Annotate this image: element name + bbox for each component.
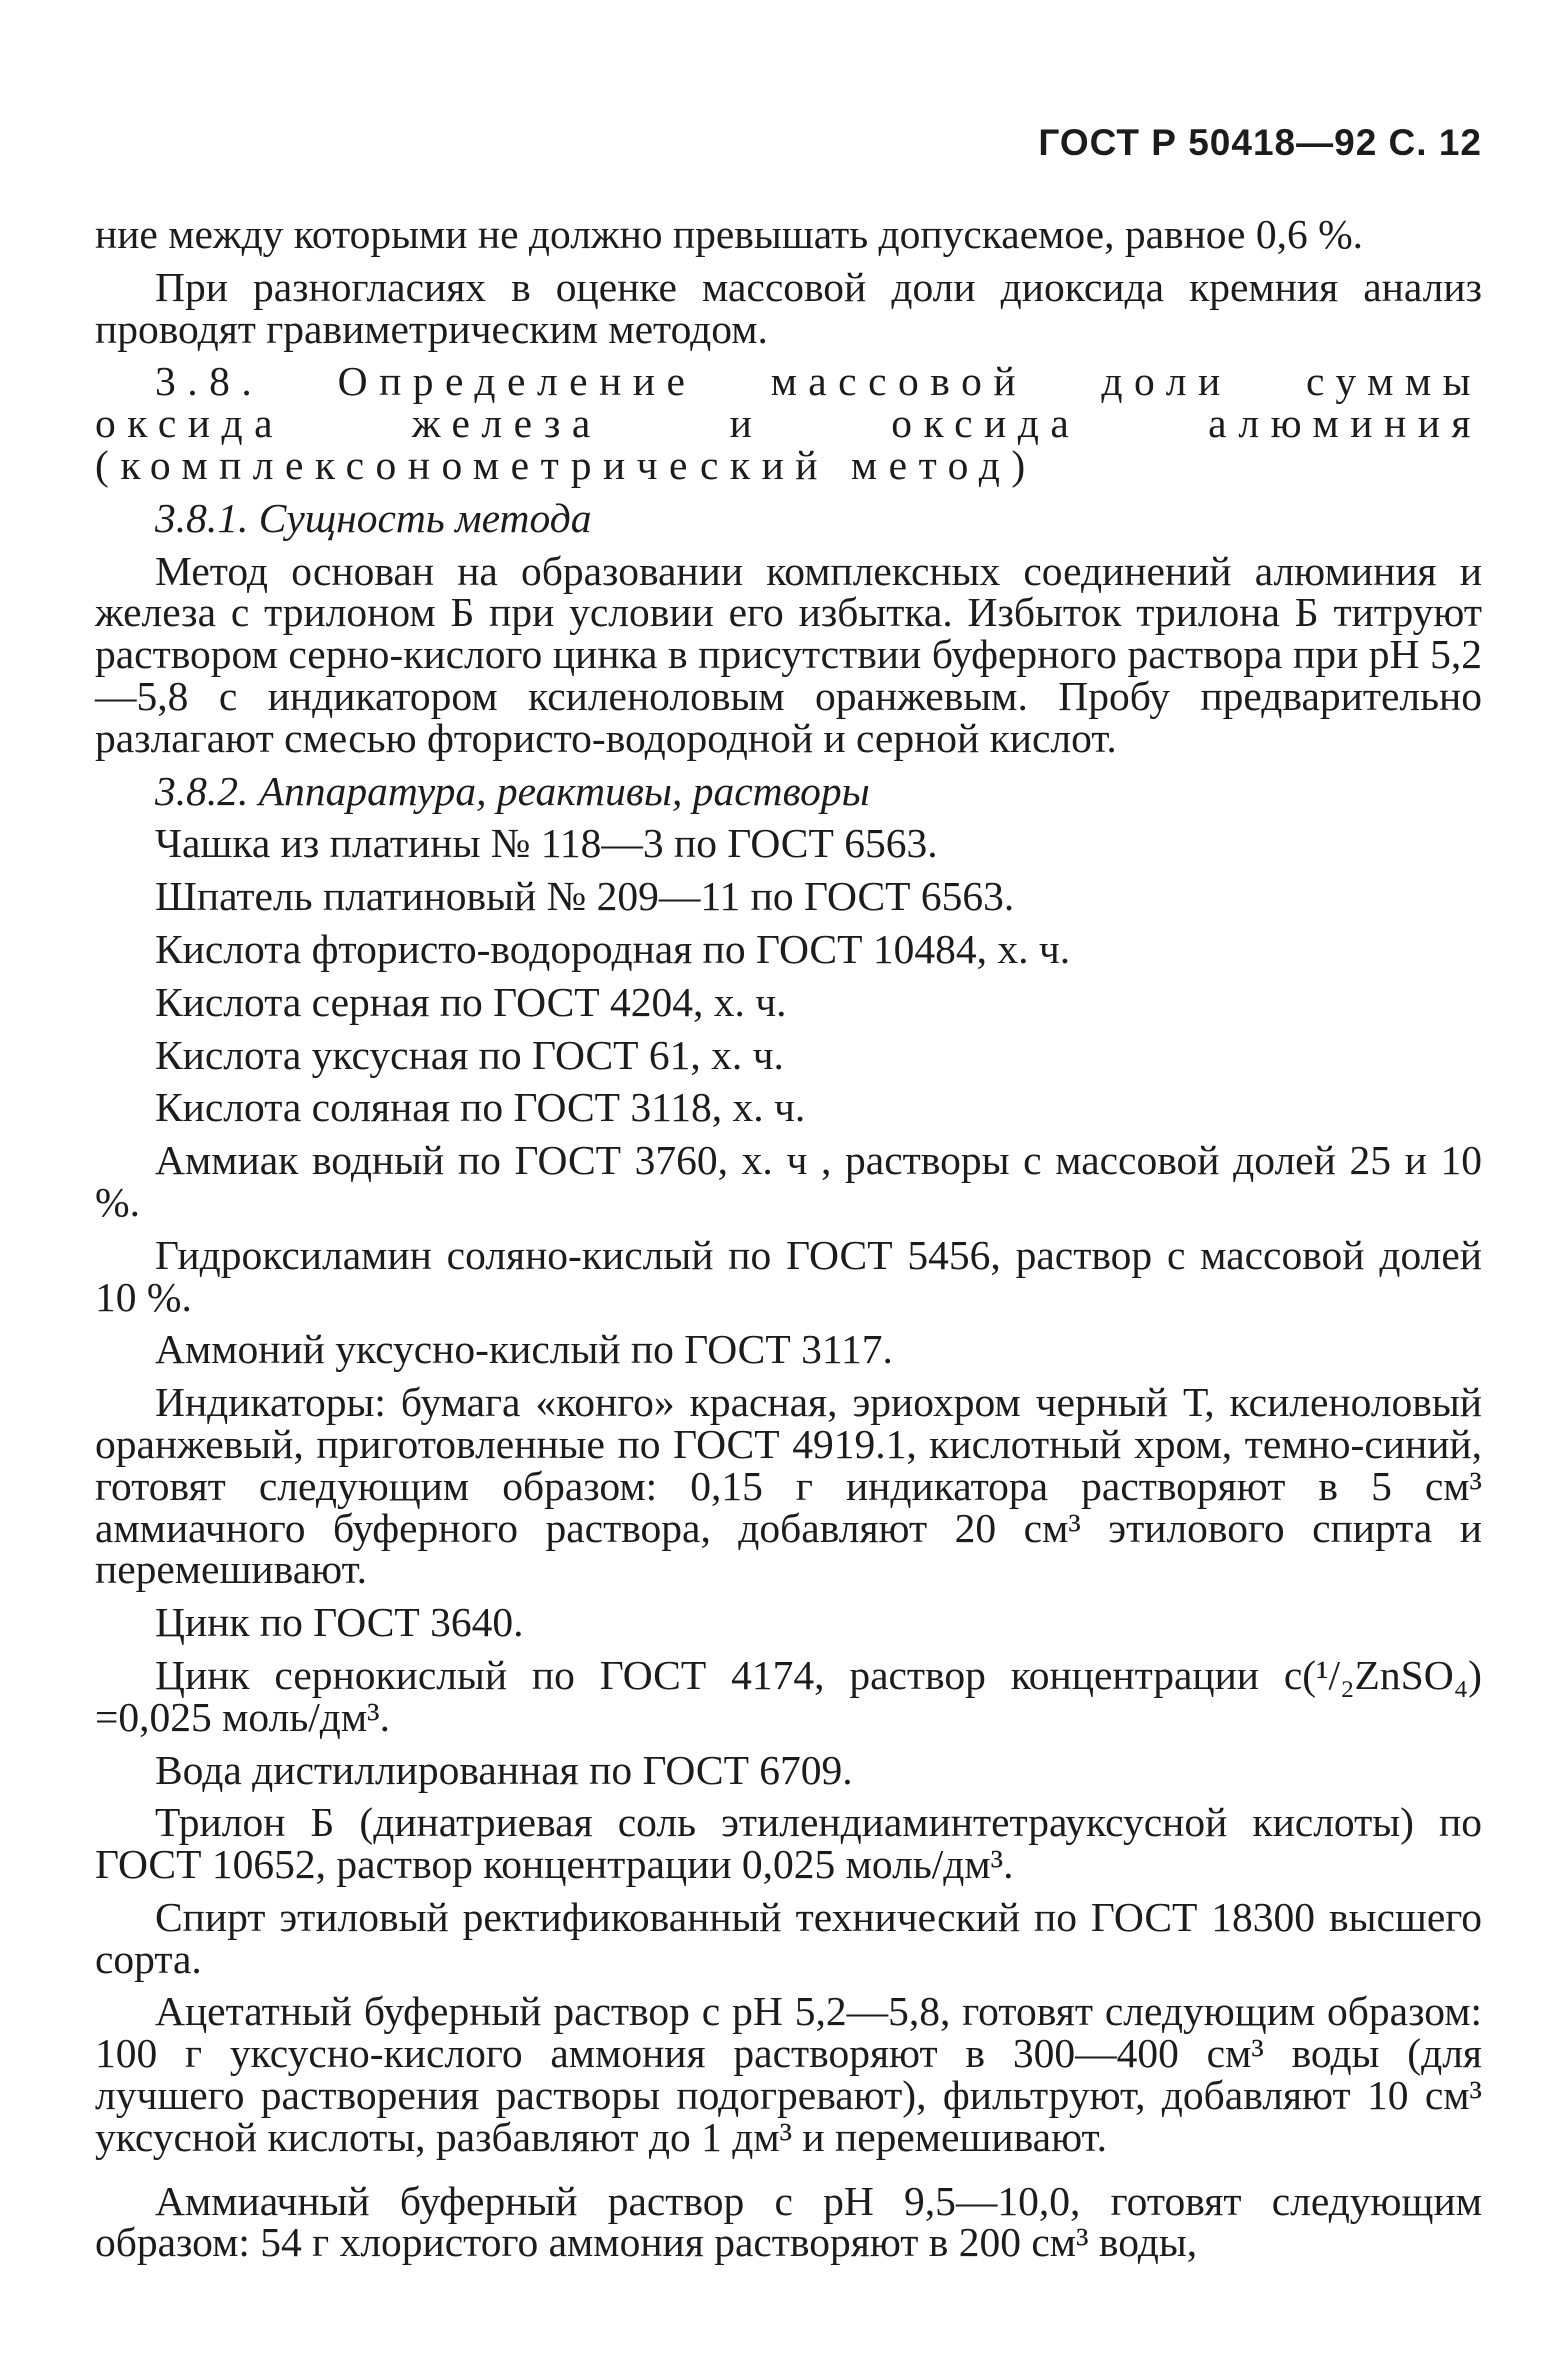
list-item: Шпатель платиновый № 209—11 по ГОСТ 6563. xyxy=(155,873,1015,920)
list-item: Индикаторы: бумага «конго» красная, эриохром черный Т, ксиленоловый оранжевый, приготовленные по ГОСТ 4919.1, кислотный хром, темно-синий, готовят следующим образом: 0,15 г индикатора растворяют в 5 см³ аммиачного буферного раствора, добавляют 20 см³ этилового спирта и перемешивают. xyxy=(95,1379,1482,1593)
list-item: Цинк по ГОСТ 3640. xyxy=(155,1599,524,1646)
list-item: Кислота уксусная по ГОСТ 61, х. ч. xyxy=(155,1031,784,1078)
page-header: ГОСТ Р 50418—92 С. 12 xyxy=(1038,122,1482,163)
subsection-heading-3-8-2: 3.8.2. Аппаратура, реактивы, растворы xyxy=(155,767,870,814)
document-body xyxy=(95,211,1482,2266)
list-item: Аммоний уксусно-кислый по ГОСТ 3117. xyxy=(155,1326,893,1373)
list-item: Цинк сернокислый по ГОСТ 4174, раствор концентрации c(¹/₂ZnSO₄) =0,025 моль/дм³. xyxy=(95,1651,1482,1740)
subsection-heading-3-8-1: 3.8.1. Сущность метода xyxy=(155,494,592,541)
paragraph: Ацетатный буферный раствор с pH 5,2—5,8, готовят следующим образом: 100 г уксусно-кислого аммония растворяют в 300—400 см³ воды (для лучшего растворения растворы подогревают), фильтруют, добавляют 10 см³ уксусной кислоты, разбавляют до 1 дм³ и перемешивают. xyxy=(95,1988,1482,2160)
list-item: Гидроксиламин соляно-кислый по ГОСТ 5456, раствор с массовой долей 10 %. xyxy=(95,1231,1482,1320)
paragraph: ние между которыми не должно превышать допускаемое, равное 0,6 %. xyxy=(95,211,1364,257)
section-heading-3-8: 3.8. Определение массовой доли суммы оксида железа и оксида алюминия (комплексонометрический метод) xyxy=(95,358,1482,488)
list-item: Вода дистиллированная по ГОСТ 6709. xyxy=(155,1746,853,1793)
list-item: Трилон Б (динатриевая соль этилендиаминтетрауксусной кислоты) по ГОСТ 10652, раствор концентрации 0,025 моль/дм³. xyxy=(95,1799,1482,1888)
list-item: Аммиак водный по ГОСТ 3760, х. ч , растворы с массовой долей 25 и 10 %. xyxy=(95,1137,1482,1225)
list-item: Кислота фтористо-водородная по ГОСТ 10484, х. ч. xyxy=(155,925,1071,972)
paragraph: Аммиачный буферный раствор с pH 9,5—10,0, готовят следующим образом: 54 г хлористого аммония растворяют в 200 см³ воды, xyxy=(95,2177,1482,2266)
list-item: Чашка из платины № 118—3 по ГОСТ 6563. xyxy=(155,820,938,867)
list-item: Кислота серная по ГОСТ 4204, х. ч. xyxy=(155,978,787,1025)
list-item: Кислота соляная по ГОСТ 3118, х. ч. xyxy=(155,1084,806,1131)
paragraph: Метод основан на образовании комплексных соединений алюминия и железа с трилоном Б при условии его избытка. Избыток трилона Б титруют раствором серно-кислого цинка в присутствии буферного раствора при pH 5,2—5,8 с индикатором ксиленоловым оранжевым. Пробу предварительно разлагают смесью фтористо-водородной и серной кислот. xyxy=(95,547,1482,761)
paragraph: При разногласиях в оценке массовой доли диоксида кремния анализ проводят гравиметрическим методом. xyxy=(95,263,1482,352)
list-item: Спирт этиловый ректификованный технический по ГОСТ 18300 высшего сорта. xyxy=(95,1893,1482,1982)
